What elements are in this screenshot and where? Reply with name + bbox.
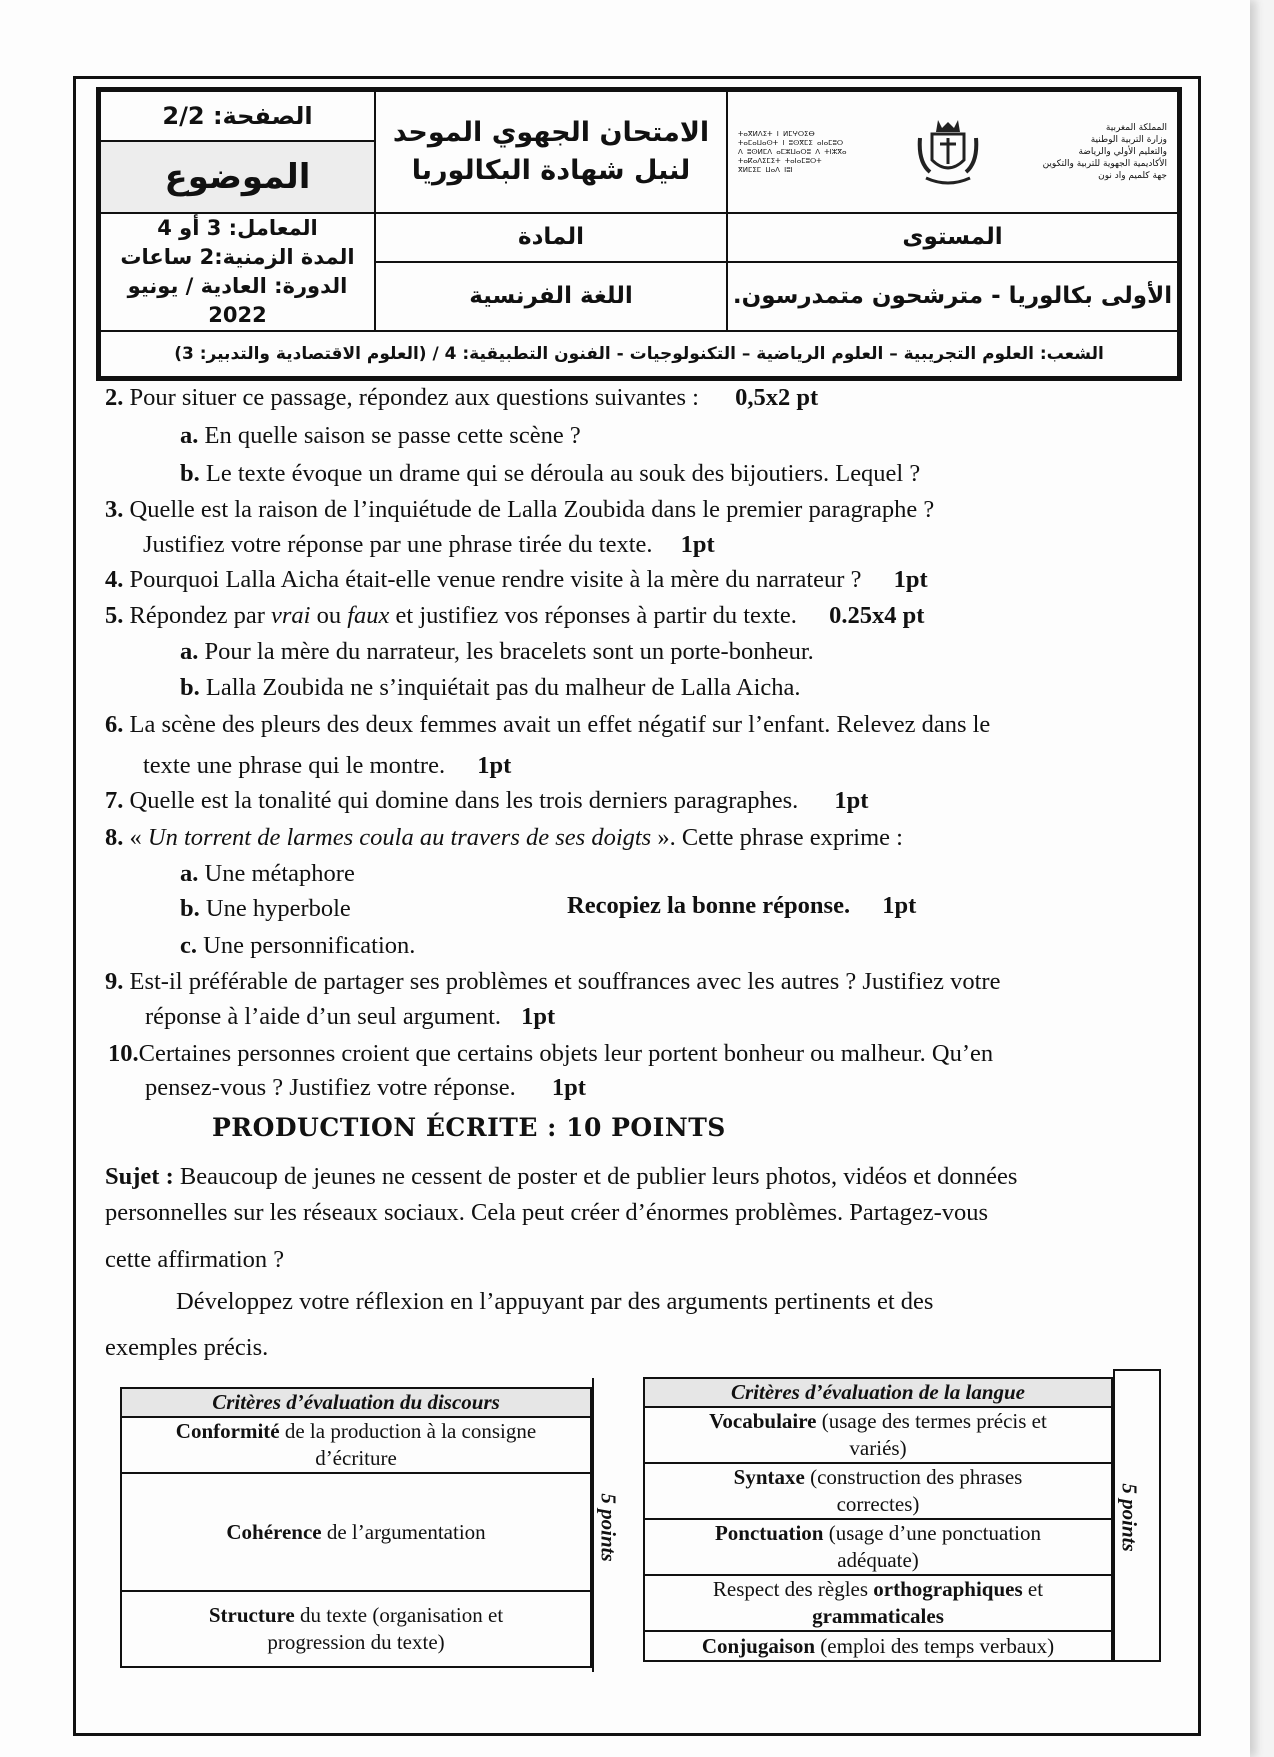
exam-title-line2: لنيل شهادة البكالوريا xyxy=(411,155,691,186)
develop-line2: exemples précis. xyxy=(105,1334,269,1361)
niveau-label: المستوى xyxy=(727,213,1178,262)
sujet-line1: Sujet : Beaucoup de jeunes ne cessent de poster et de publier leurs photos, vidéos et données xyxy=(105,1163,1018,1190)
niveau-value: الأولى بكالوريا - مترشحون متمدرسون. xyxy=(727,262,1178,331)
ministry-arabic: المملكة المغربية وزارة التربية الوطنية والتعليم الأولي والرياضة الأكاديمية الجهوية للتربية والتكوين جهة كلميم واد نون xyxy=(1042,123,1167,181)
discours-points: 5 points xyxy=(596,1493,621,1562)
question-2a: a. En quelle saison se passe cette scène ? xyxy=(180,422,581,449)
question-5a: a. Pour la mère du narrateur, les bracelets sont un porte-bonheur. xyxy=(180,638,814,665)
question-10: 10.Certaines personnes croient que certains objets leur portent bonheur ou malheur. Qu’en xyxy=(108,1040,994,1067)
production-title: PRODUCTION ÉCRITE : 10 POINTS xyxy=(212,1113,726,1142)
question-2: 2. Pour situer ce passage, répondez aux questions suivantes : 0,5x2 pt xyxy=(105,384,819,411)
question-2b: b. Le texte évoque un drame qui se déroula au souk des bijoutiers. Lequel ? xyxy=(180,460,921,487)
exam-meta xyxy=(100,213,375,331)
question-3: 3. Quelle est la raison de l’inquiétude de Lalla Zoubida dans le premier paragraphe ? xyxy=(105,496,935,523)
divider xyxy=(592,1378,594,1672)
criteria-discours-row: Conformité de la production à la consigne d’écriture xyxy=(121,1417,591,1473)
divider xyxy=(1113,1369,1161,1371)
question-5b: b. Lalla Zoubida ne s’inquiétait pas du malheur de Lalla Aicha. xyxy=(180,674,801,701)
question-8: 8. « Un torrent de larmes coula au travers de ses doigts ». Cette phrase exprime : xyxy=(105,824,903,851)
criteria-langue-row: Ponctuation (usage d’une ponctuation adéquate) xyxy=(644,1519,1112,1575)
divider xyxy=(1113,1660,1161,1662)
sujet-line2: personnelles sur les réseaux sociaux. Cela peut créer d’énormes problèmes. Partagez-vous xyxy=(105,1199,989,1226)
matiere-label: المادة xyxy=(375,213,727,262)
criteria-langue-table xyxy=(643,1377,1113,1662)
divider xyxy=(1159,1369,1161,1662)
develop-line1: Développez votre réflexion en l’appuyant par des arguments pertinents et des xyxy=(176,1288,934,1315)
duration: المدة الزمنية:2 ساعات xyxy=(120,245,355,269)
exam-title-line1: الامتحان الجهوي الموحد xyxy=(392,117,710,148)
criteria-discours-table xyxy=(120,1387,592,1668)
question-8a: a. Une métaphore xyxy=(180,860,355,887)
question-9-line2: réponse à l’aide d’un seul argument. 1pt xyxy=(145,1003,556,1030)
exam-title xyxy=(375,91,727,213)
criteria-discours-row: Cohérence de l’argumentation xyxy=(121,1473,591,1591)
criteria-langue-row: Conjugaison (emploi des temps verbaux) xyxy=(644,1631,1112,1661)
question-8c: c. Une personnification. xyxy=(180,932,416,959)
question-7: 7. Quelle est la tonalité qui domine dans les trois derniers paragraphes. 1pt xyxy=(105,787,869,814)
session: الدورة: العادية / يونيو 2022 xyxy=(127,274,348,327)
criteria-langue-row: Syntaxe (construction des phrases correctes) xyxy=(644,1463,1112,1519)
question-9: 9. Est-il préférable de partager ses problèmes et souffrances avec les autres ? Justifiez votre xyxy=(105,968,1001,995)
criteria-langue-header: Critères d’évaluation de la langue xyxy=(644,1378,1112,1407)
question-10-line2: pensez-vous ? Justifiez votre réponse. 1pt xyxy=(145,1074,586,1101)
coefficient: المعامل: 3 أو 4 xyxy=(157,216,318,240)
langue-points: 5 points xyxy=(1117,1483,1142,1552)
question-6-line2: texte une phrase qui le montre. 1pt xyxy=(143,752,512,779)
question-5: 5. Répondez par vrai ou faux et justifiez vos réponses à partir du texte. 0.25x4 pt xyxy=(105,602,925,629)
question-8-instruction: Recopiez la bonne réponse. 1pt xyxy=(567,892,917,919)
criteria-langue-row: Respect des règles orthographiques et grammaticales xyxy=(644,1575,1112,1631)
question-3-line2: Justifiez votre réponse par une phrase tirée du texte. 1pt xyxy=(143,531,715,558)
question-4: 4. Pourquoi Lalla Aicha était-elle venue rendre visite à la mère du narrateur ? 1pt xyxy=(105,566,928,593)
question-6: 6. La scène des pleurs des deux femmes avait un effet négatif sur l’enfant. Relevez dans le xyxy=(105,711,991,738)
page-number: الصفحة: 2/2 xyxy=(100,91,375,141)
moroccan-emblem-icon xyxy=(916,116,980,188)
ministry-tifinagh: ⵜⴰⴳⵍⴷⵉⵜ ⵏ ⵍⵎⵖⵔⵉⴱ ⵜⴰⵎⴰⵡⴰⵙⵜ ⵏ ⵓⵙⴳⵎⵉ ⴰⵏⴰⵎⵓⵔ ⴷ ⵓⵙⵍⵎⴷ ⴰⵎⵣⵡⴰⵔⵓ ⴷ ⵜⵏⵣⴳⴰ ⵜⴰⴽⴰⴷⵉⵎⵉⵜ ⵜⴰⵏⴰⵎⵓⵔⵜ ⴳⵍⵎⵉⵎ ⵡⴰⴷ ⵏⵓⵏ xyxy=(738,129,847,174)
criteria-langue-row: Vocabulaire (usage des termes précis et variés) xyxy=(644,1407,1112,1463)
divider xyxy=(1113,1370,1115,1660)
branches: الشعب: العلوم التجريبية – العلوم الرياضية – التكنولوجيات - الفنون التطبيقية: 4 / (العلوم الاقتصادية والتدبير: 3) xyxy=(100,331,1178,377)
criteria-discours-header: Critères d’évaluation du discours xyxy=(121,1388,591,1417)
subject-word: الموضوع xyxy=(100,141,375,213)
criteria-discours-row: Structure du texte (organisation et progression du texte) xyxy=(121,1591,591,1667)
ministry-logo-block xyxy=(727,91,1178,213)
question-8b: b. Une hyperbole xyxy=(180,895,351,922)
exam-header xyxy=(96,87,1182,381)
matiere-value: اللغة الفرنسية xyxy=(375,262,727,331)
sujet-line3: cette affirmation ? xyxy=(105,1246,285,1273)
